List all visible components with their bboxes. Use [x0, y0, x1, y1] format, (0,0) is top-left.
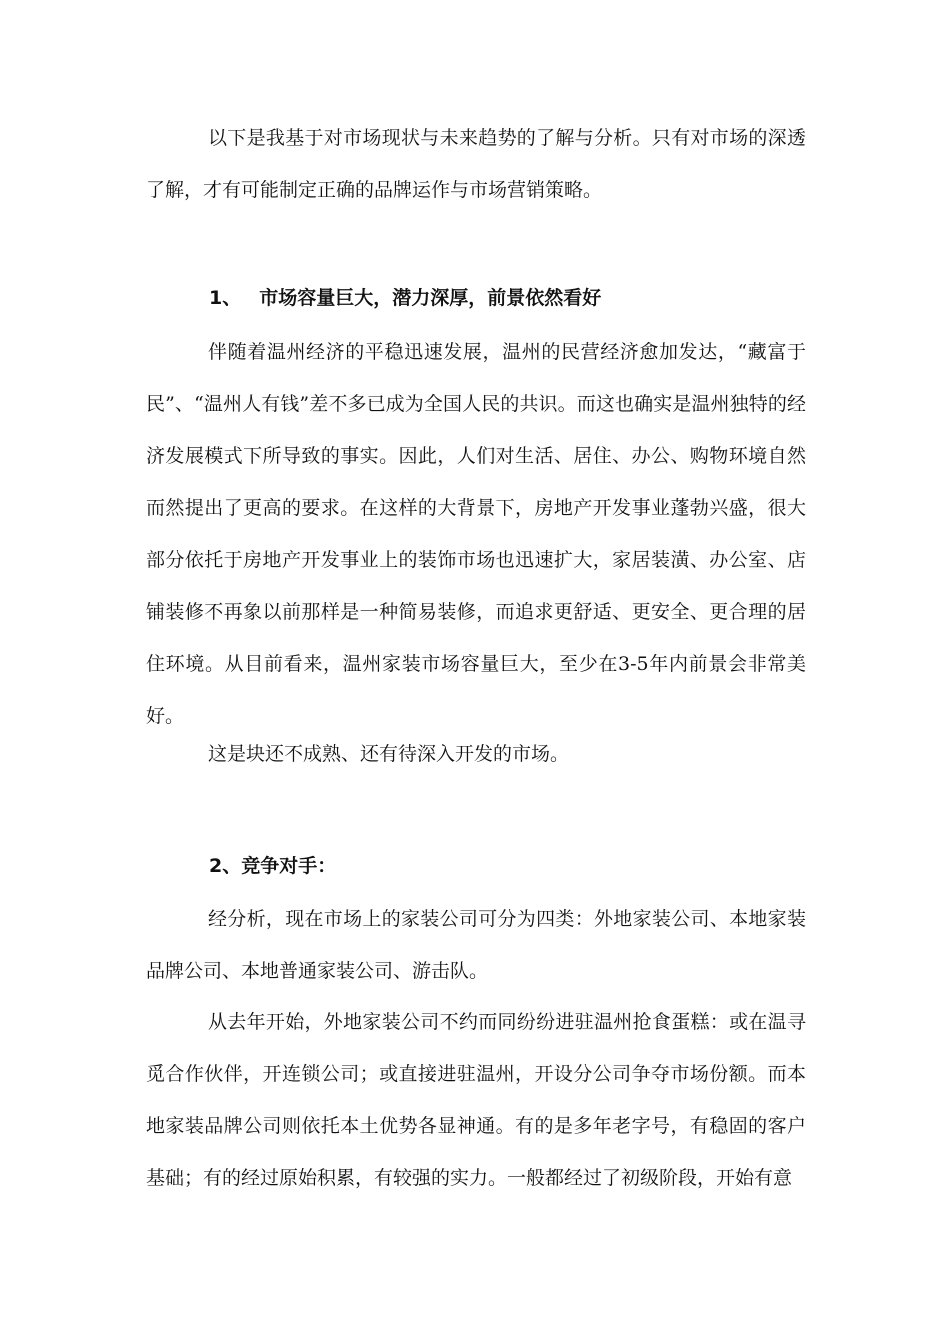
- section-2-title: 竞争对手：: [241, 855, 337, 877]
- section-1-heading: [209, 282, 601, 314]
- section-2-paragraph-2: 从去年开始，外地家装公司不约而同纷纷进驻温州抢食蛋糕：或在温寻觅合作伙伴，开连锁公司；或直接进驻温州，开设分公司争夺市场份额。而本地家装品牌公司则依托本土优势各显神通。有的是多年老字号，有稳固的客户基础；有的经过原始积累，有较强的实力。一般都经过了初级阶段，开始有意: [146, 1011, 806, 1189]
- section-1-paragraph-2: 这是块还不成熟、还有待深入开发的市场。: [208, 743, 570, 765]
- section-2-heading: [209, 850, 336, 882]
- section-2-number: 2、: [209, 855, 242, 877]
- section-1-paragraph-1: 伴随着温州经济的平稳迅速发展，温州的民营经济愈加发达，“藏富于民”、“温州人有钱”差不多已成为全国人民的共识。而这也确实是温州独特的经济发展模式下所导致的事实。因此，人们对生活、居住、办公、购物环境自然而然提出了更高的要求。在这样的大背景下，房地产开发事业蓬勃兴盛，很大部分依托于房地产开发事业上的装饰市场也迅速扩大，家居装潢、办公室、店铺装修不再象以前那样是一种简易装修，而追求更舒适、更安全、更合理的居住环境。从目前看来，温州家装市场容量巨大，至少在3-5年内前景会非常美好。: [146, 341, 806, 727]
- intro-paragraph: 以下是我基于对市场现状与未来趋势的了解与分析。只有对市场的深透了解，才有可能制定正确的品牌运作与市场营销策略。: [146, 127, 806, 201]
- section-1-title: 市场容量巨大，潜力深厚，前景依然看好: [259, 287, 602, 309]
- section-1-number: 1、: [209, 287, 242, 309]
- section-2-paragraph-1: 经分析，现在市场上的家装公司可分为四类：外地家装公司、本地家装品牌公司、本地普通家装公司、游击队。: [146, 908, 806, 982]
